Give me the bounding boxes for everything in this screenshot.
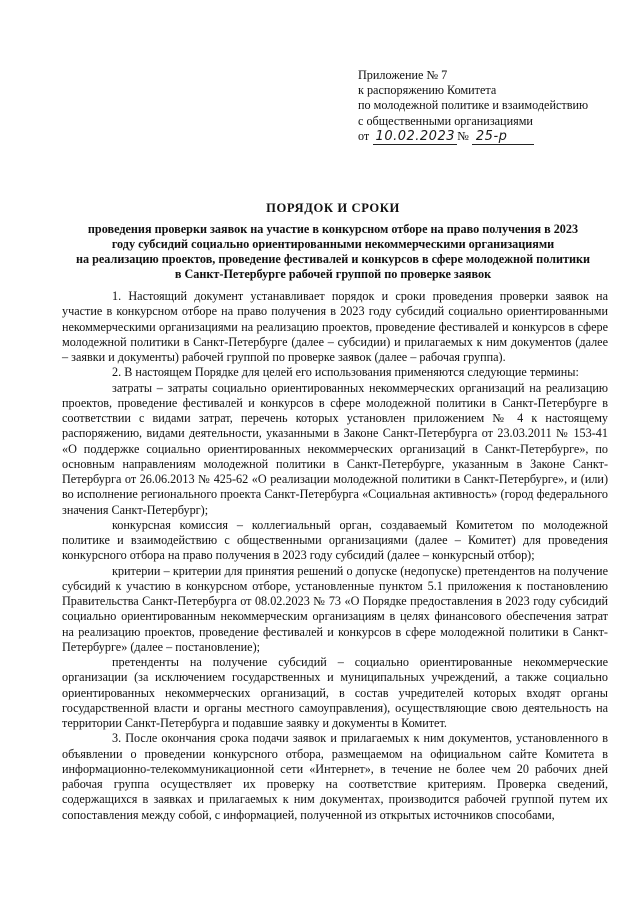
- paragraph-1: 1. Настоящий документ устанавливает порядок и сроки проведения проверки заявок на участие в конкурсном отборе на право получения в 2023 году субсидий социально ориентированными некоммерческими организациями на реализацию проектов, проведение фестивалей и конкурсов в сфере молодежной политики в Санкт-Петербурге (далее – субсидии) и прилагаемых к ним документов (далее – заявки и документы) рабочей группой по проверке заявок (далее – рабочая группа).: [62, 289, 608, 364]
- title-heading: ПОРЯДОК И СРОКИ: [266, 201, 400, 215]
- subtitle-line: году субсидий социально ориентированными некоммерческими организациями: [111, 237, 555, 252]
- paragraph-term-applicants: претенденты на получение субсидий – социально ориентированные некоммерческие организации (за исключением государственных и муниципальных учреждений, а также социально ориентированных некоммерческих организаций, в состав учредителей которых входят органы государственной власти и органы местного самоуправления), осуществляющие свою деятельность на территории Санкт-Петербурга и подавшие заявку и документы в Комитет.: [62, 655, 608, 730]
- annex-line-4: с общественными организациями: [358, 113, 533, 128]
- subtitle-line: в Санкт-Петербурге рабочей группой по проверке заявок: [174, 267, 492, 282]
- document-body: [62, 289, 608, 823]
- paragraph-term-commission: конкурсная комиссия – коллегиальный орган, создаваемый Комитетом по молодежной политике и взаимодействию с общественными организациями (далее – Комитет) для проведения конкурсного отбора на право получения в 2023 году субсидий (далее – конкурсный отбор);: [62, 517, 608, 563]
- annex-line-3: по молодежной политике и взаимодействию: [358, 98, 589, 113]
- handwritten-date: 10.02.2023: [373, 130, 457, 145]
- annex-date-number-line: [358, 129, 618, 145]
- annex-line-2: к распоряжению Комитета: [358, 83, 497, 98]
- from-label: от: [358, 128, 370, 143]
- paragraph-3: 3. После окончания срока подачи заявок и прилагаемых к ним документов, установленного в объявлении о проведении конкурсного отбора, размещаемом на официальном сайте Комитета в информационно-телекоммуникационной сети «Интернет», в течение не более чем 20 рабочих дней рабочая группа осуществляет их проверку на соответствие критериям. Проверка сведений, содержащихся в заявках и прилагаемых к ним документах, производится рабочей группой путем их сопоставления между собой, с информацией, полученной из открытых источников способами,: [62, 731, 608, 822]
- paragraph-term-costs: затраты – затраты социально ориентированных некоммерческих организаций на реализацию проектов, проведение фестивалей и конкурсов в сфере молодежной политики в Санкт-Петербурге в соответствии с видами затрат, перечень которых установлен приложением № 4 к настоящему распоряжению, видами деятельности, указанными в Законе Санкт-Петербурга от 23.03.2011 № 153-41 «О поддержке социально ориентированных некоммерческих организаций в Санкт-Петербурге», по основным направлениям молодежной политики в Санкт-Петербурге, указанным в Законе Санкт-Петербурга от 26.06.2013 № 425-62 «О реализации молодежной политики в Санкт-Петербурге», и (или) во исполнение регионального проекта Санкт-Петербурга «Социальная активность» (город федерального значения Санкт-Петербург);: [62, 380, 608, 517]
- paragraph-2: 2. В настоящем Порядке для целей его использования применяются следующие термины:: [112, 365, 579, 380]
- annex-line-1: Приложение № 7: [358, 68, 448, 82]
- subtitle-line: на реализацию проектов, проведение фестивалей и конкурсов в сфере молодежной политики: [75, 252, 591, 267]
- paragraph-term-criteria: критерии – критерии для принятия решений о допуске (недопуске) претендентов на получение субсидий к участию в конкурсном отборе, установленные пунктом 5.1 приложения к постановлению Правительства Санкт-Петербурга от 08.02.2023 № 73 «О Порядке предоставления в 2023 году субсидий социально ориентированным некоммерческим организациям в целях финансового обеспечения затрат на реализацию проектов, проведение фестивалей и конкурсов в сфере молодежной политики в Санкт-Петербурге» (далее – постановление);: [62, 563, 608, 654]
- annex-block: [358, 68, 618, 145]
- subtitle-line: проведения проверки заявок на участие в конкурсном отборе на право получения в 2023: [87, 222, 579, 236]
- handwritten-number: 25-р: [472, 130, 534, 145]
- number-label: №: [457, 128, 469, 143]
- document-title: [60, 201, 606, 282]
- title-subtitle: [60, 222, 606, 282]
